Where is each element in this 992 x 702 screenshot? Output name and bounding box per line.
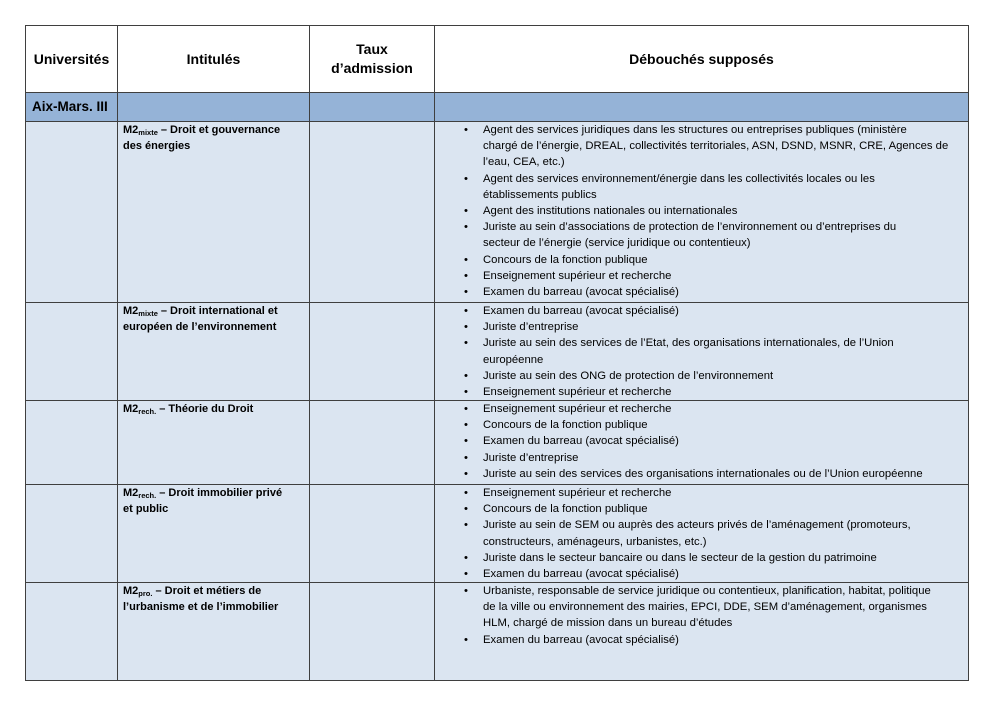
degree-type: mixte [138, 128, 158, 137]
outcome-item: • Juriste au sein de SEM ou auprès des acteurs privés de l’aménagement (promoteurs, constructeurs, aménageurs, urbanistes, etc.) [483, 517, 964, 549]
degree-level: M2 [123, 487, 139, 499]
outcomes-cell [435, 303, 969, 401]
university-cell [26, 303, 118, 401]
outcome-item: • Juriste dans le secteur bancaire ou dans le secteur de la gestion du patrimoine [483, 550, 964, 566]
university-cell [26, 583, 118, 681]
outcome-item: • Agent des services environnement/énergie dans les collectivités locales ou les établissements publics [483, 171, 964, 203]
degree-title: – Droit et gouvernance des énergies [123, 124, 281, 153]
admission-rate-cell [310, 583, 435, 681]
outcome-item: • Examen du barreau (avocat spécialisé) [483, 284, 964, 300]
degree-level: M2 [123, 124, 139, 136]
outcome-item: • Juriste d’entreprise [483, 450, 964, 466]
outcomes-list [435, 485, 968, 582]
header-admission-rate: Taux d’admission [310, 26, 435, 93]
degree-cell [118, 303, 310, 401]
programs-table [25, 25, 969, 681]
outcome-item: • Enseignement supérieur et recherche [483, 384, 964, 400]
outcome-item: • Enseignement supérieur et recherche [483, 268, 964, 284]
admission-rate-cell [310, 303, 435, 401]
degree-level: M2 [123, 403, 139, 415]
degree-cell [118, 122, 310, 303]
outcome-item: • Juriste au sein des services des organisations internationales ou de l’Union européenne [483, 466, 964, 482]
header-outcomes: Débouchés supposés [435, 26, 969, 93]
outcomes-list [435, 122, 968, 300]
outcome-item: • Examen du barreau (avocat spécialisé) [483, 566, 964, 582]
header-universities: Universités [26, 26, 118, 93]
university-cell [26, 122, 118, 303]
degree-cell [118, 583, 310, 681]
admission-rate-cell [310, 485, 435, 583]
outcomes-cell [435, 485, 969, 583]
degree-cell [118, 485, 310, 583]
outcome-item: • Examen du barreau (avocat spécialisé) [483, 433, 964, 449]
outcome-item: • Examen du barreau (avocat spécialisé) [483, 632, 964, 648]
outcomes-list [435, 401, 968, 482]
outcome-item: • Urbaniste, responsable de service juridique ou contentieux, planification, habitat, politique de la ville ou environnement des mairies, EPCI, DDE, SEM d’aménagement, organismes HLM, chargé de mission dans un bureau d’études [483, 583, 964, 632]
outcome-item: • Juriste au sein des ONG de protection de l’environnement [483, 368, 964, 384]
outcome-item: • Juriste au sein des services de l’Etat, des organisations internationales, de l’Union européenne [483, 335, 964, 367]
outcome-item: • Concours de la fonction publique [483, 252, 964, 268]
degree-title: – Droit et métiers de l’urbanisme et de l’immobilier [123, 585, 279, 614]
university-group-cell [118, 93, 310, 122]
university-cell [26, 401, 118, 485]
degree-level: M2 [123, 305, 139, 317]
outcomes-cell [435, 401, 969, 485]
university-group-cell [435, 93, 969, 122]
outcomes-list [435, 583, 968, 648]
admission-rate-cell [310, 122, 435, 303]
outcomes-cell [435, 583, 969, 681]
university-cell [26, 485, 118, 583]
outcomes-cell [435, 122, 969, 303]
university-group-label: Aix-Mars. III [26, 93, 118, 122]
outcome-item: • Agent des services juridiques dans les structures ou entreprises publiques (ministère chargé de l’énergie, DREAL, collectivités territoriales, ASN, DSND, MSNR, CRE, Agences de l’eau, CEA, etc.) [483, 122, 964, 171]
degree-type: rech. [138, 407, 157, 416]
outcomes-list [435, 303, 968, 400]
university-group-cell [310, 93, 435, 122]
admission-rate-cell [310, 401, 435, 485]
degree-type: rech. [138, 491, 157, 500]
degree-title: – Droit international et européen de l’environnement [123, 305, 278, 334]
outcome-item: • Enseignement supérieur et recherche [483, 485, 964, 501]
degree-title: – Droit immobilier privé et public [123, 487, 283, 516]
outcome-item: • Agent des institutions nationales ou internationales [483, 203, 964, 219]
outcome-item: • Juriste d’entreprise [483, 319, 964, 335]
outcome-item: • Juriste au sein d’associations de protection de l’environnement ou d’entreprises du secteur de l’énergie (service juridique ou contentieux) [483, 219, 964, 251]
degree-level: M2 [123, 585, 139, 597]
degree-cell [118, 401, 310, 485]
outcome-item: • Concours de la fonction publique [483, 417, 964, 433]
degree-title: – Théorie du Droit [159, 403, 254, 415]
outcome-item: • Examen du barreau (avocat spécialisé) [483, 303, 964, 319]
degree-type: mixte [138, 309, 158, 318]
outcome-item: • Enseignement supérieur et recherche [483, 401, 964, 417]
outcome-item: • Concours de la fonction publique [483, 501, 964, 517]
degree-type: pro. [138, 589, 153, 598]
header-titles: Intitulés [118, 26, 310, 93]
